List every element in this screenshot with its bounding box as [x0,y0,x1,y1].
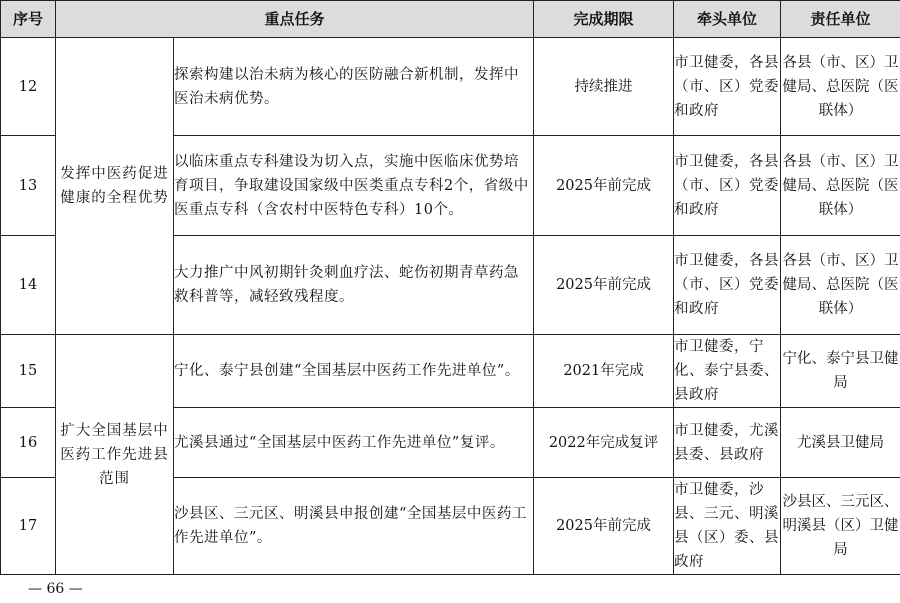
deadline-cell: 2022年完成复评 [534,408,674,478]
deadline-cell: 持续推进 [534,38,674,136]
responsible-unit-cell: 各县（市、区）卫健局、总医院（医联体） [781,38,900,136]
task-cell: 沙县区、三元区、明溪县申报创建“全国基层中医药工作先进单位”。 [174,478,534,575]
lead-unit-cell: 市卫健委，宁化、泰宁县委、县政府 [674,335,781,408]
lead-unit-cell: 市卫健委，各县（市、区）党委和政府 [674,38,781,136]
row-num: 15 [1,335,56,408]
header-num: 序号 [1,1,56,38]
responsible-unit-cell: 各县（市、区）卫健局、总医院（医联体） [781,236,900,335]
task-cell: 宁化、泰宁县创建“全国基层中医药工作先进单位”。 [174,335,534,408]
task-cell: 大力推广中风初期针灸刺血疗法、蛇伤初期青草药急救科普等，减轻致残程度。 [174,236,534,335]
responsible-unit-cell: 尤溪县卫健局 [781,408,900,478]
deadline-cell: 2021年完成 [534,335,674,408]
responsible-unit-cell: 沙县区、三元区、明溪县（区）卫健局 [781,478,900,575]
task-cell: 尤溪县通过“全国基层中医药工作先进单位”复评。 [174,408,534,478]
category-cell: 发挥中医药促进健康的全程优势 [56,38,174,335]
lead-unit-cell: 市卫健委，各县（市、区）党委和政府 [674,136,781,236]
table-row [1,335,900,408]
row-num: 14 [1,236,56,335]
row-num: 17 [1,478,56,575]
task-cell: 探索构建以治未病为核心的医防融合新机制，发挥中医治未病优势。 [174,38,534,136]
table-row [1,38,900,136]
deadline-cell: 2025年前完成 [534,478,674,575]
header-lead: 牵头单位 [674,1,781,38]
header-resp: 责任单位 [781,1,900,38]
lead-unit-cell: 市卫健委，各县（市、区）党委和政府 [674,236,781,335]
page-number: — 66 — [28,581,83,597]
row-num: 16 [1,408,56,478]
deadline-cell: 2025年前完成 [534,136,674,236]
row-num: 12 [1,38,56,136]
lead-unit-cell: 市卫健委，尤溪县委、县政府 [674,408,781,478]
deadline-cell: 2025年前完成 [534,236,674,335]
responsible-unit-cell: 宁化、泰宁县卫健局 [781,335,900,408]
header-deadline: 完成期限 [534,1,674,38]
task-cell: 以临床重点专科建设为切入点，实施中医临床优势培育项目，争取建设国家级中医类重点专科2个，省级中医重点专科（含农村中医特色专科）10个。 [174,136,534,236]
category-cell: 扩大全国基层中医药工作先进县范围 [56,335,174,575]
row-num: 13 [1,136,56,236]
header-row [1,1,900,38]
lead-unit-cell: 市卫健委，沙县、三元、明溪县（区）委、县政府 [674,478,781,575]
responsible-unit-cell: 各县（市、区）卫健局、总医院（医联体） [781,136,900,236]
header-task: 重点任务 [56,1,534,38]
